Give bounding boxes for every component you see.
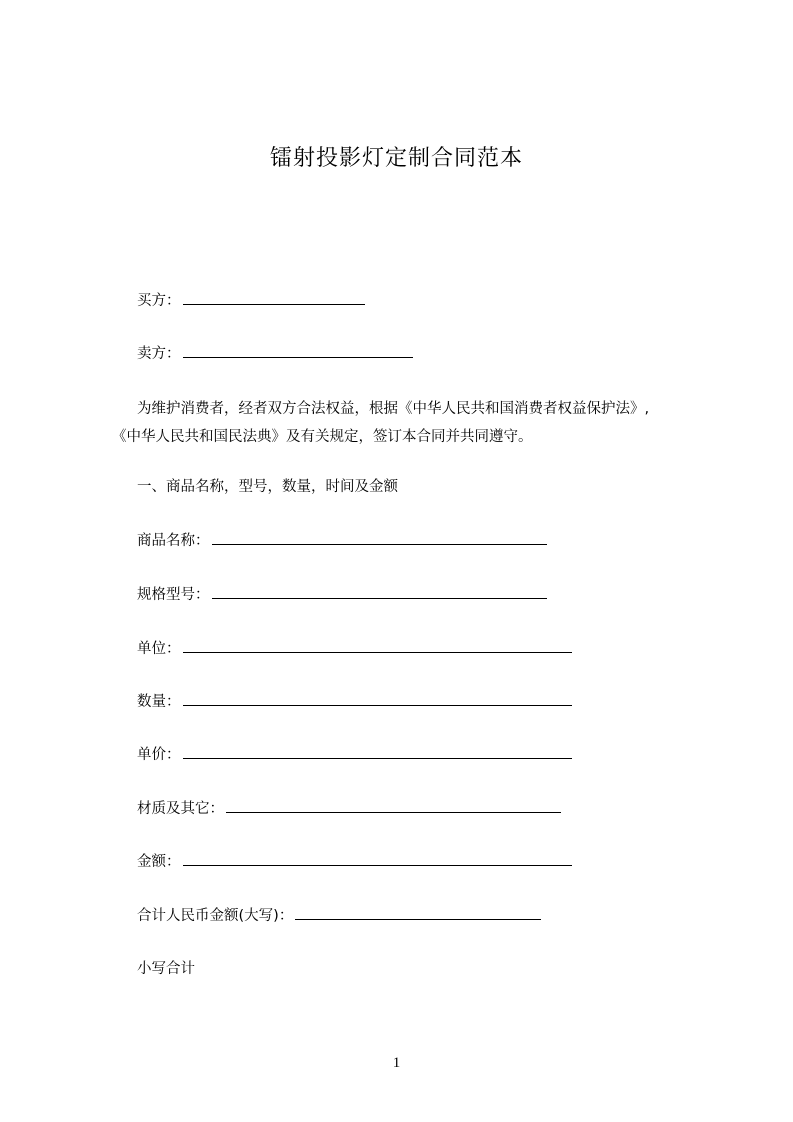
unit-price-label: 单价： bbox=[137, 747, 181, 763]
spec-model-blank[interactable] bbox=[212, 584, 547, 599]
quantity-blank[interactable] bbox=[183, 691, 572, 706]
seller-label: 卖方： bbox=[137, 346, 181, 362]
spec-model-row bbox=[137, 584, 547, 606]
unit-row bbox=[137, 638, 572, 660]
material-blank[interactable] bbox=[226, 798, 561, 813]
section1-heading: 一、商品名称，型号，数量，时间及金额 bbox=[137, 479, 398, 495]
total-upper-blank[interactable] bbox=[295, 905, 541, 920]
buyer-blank[interactable] bbox=[183, 290, 365, 305]
product-name-label: 商品名称： bbox=[137, 533, 210, 549]
seller-row bbox=[137, 343, 413, 365]
material-label: 材质及其它： bbox=[137, 801, 224, 817]
amount-label: 金额： bbox=[137, 854, 181, 870]
unit-label: 单位： bbox=[137, 641, 181, 657]
spec-model-label: 规格型号： bbox=[137, 587, 210, 603]
amount-row bbox=[137, 851, 572, 873]
intro-line-1: 为维护消费者，经者双方合法权益，根据《中华人民共和国消费者权益保护法》, bbox=[137, 401, 650, 417]
quantity-label: 数量： bbox=[137, 694, 181, 710]
seller-blank[interactable] bbox=[183, 343, 413, 358]
unit-price-row bbox=[137, 744, 572, 766]
buyer-label: 买方： bbox=[137, 293, 181, 309]
total-upper-row bbox=[137, 905, 541, 927]
document-title: 镭射投影灯定制合同范本 bbox=[269, 146, 523, 171]
unit-blank[interactable] bbox=[183, 638, 572, 653]
unit-price-blank[interactable] bbox=[183, 744, 572, 759]
amount-blank[interactable] bbox=[183, 851, 572, 866]
page-number: 1 bbox=[392, 1055, 401, 1071]
intro-line-2: 《中华人民共和国民法典》及有关规定，签订本合同并共同遵守。 bbox=[112, 429, 533, 445]
product-name-row bbox=[137, 530, 547, 552]
material-row bbox=[137, 798, 561, 820]
lowercase-total: 小写合计 bbox=[137, 961, 195, 977]
total-upper-label: 合计人民币金额(大写)： bbox=[137, 908, 294, 924]
buyer-row bbox=[137, 290, 365, 312]
quantity-row bbox=[137, 691, 572, 713]
product-name-blank[interactable] bbox=[212, 530, 547, 545]
